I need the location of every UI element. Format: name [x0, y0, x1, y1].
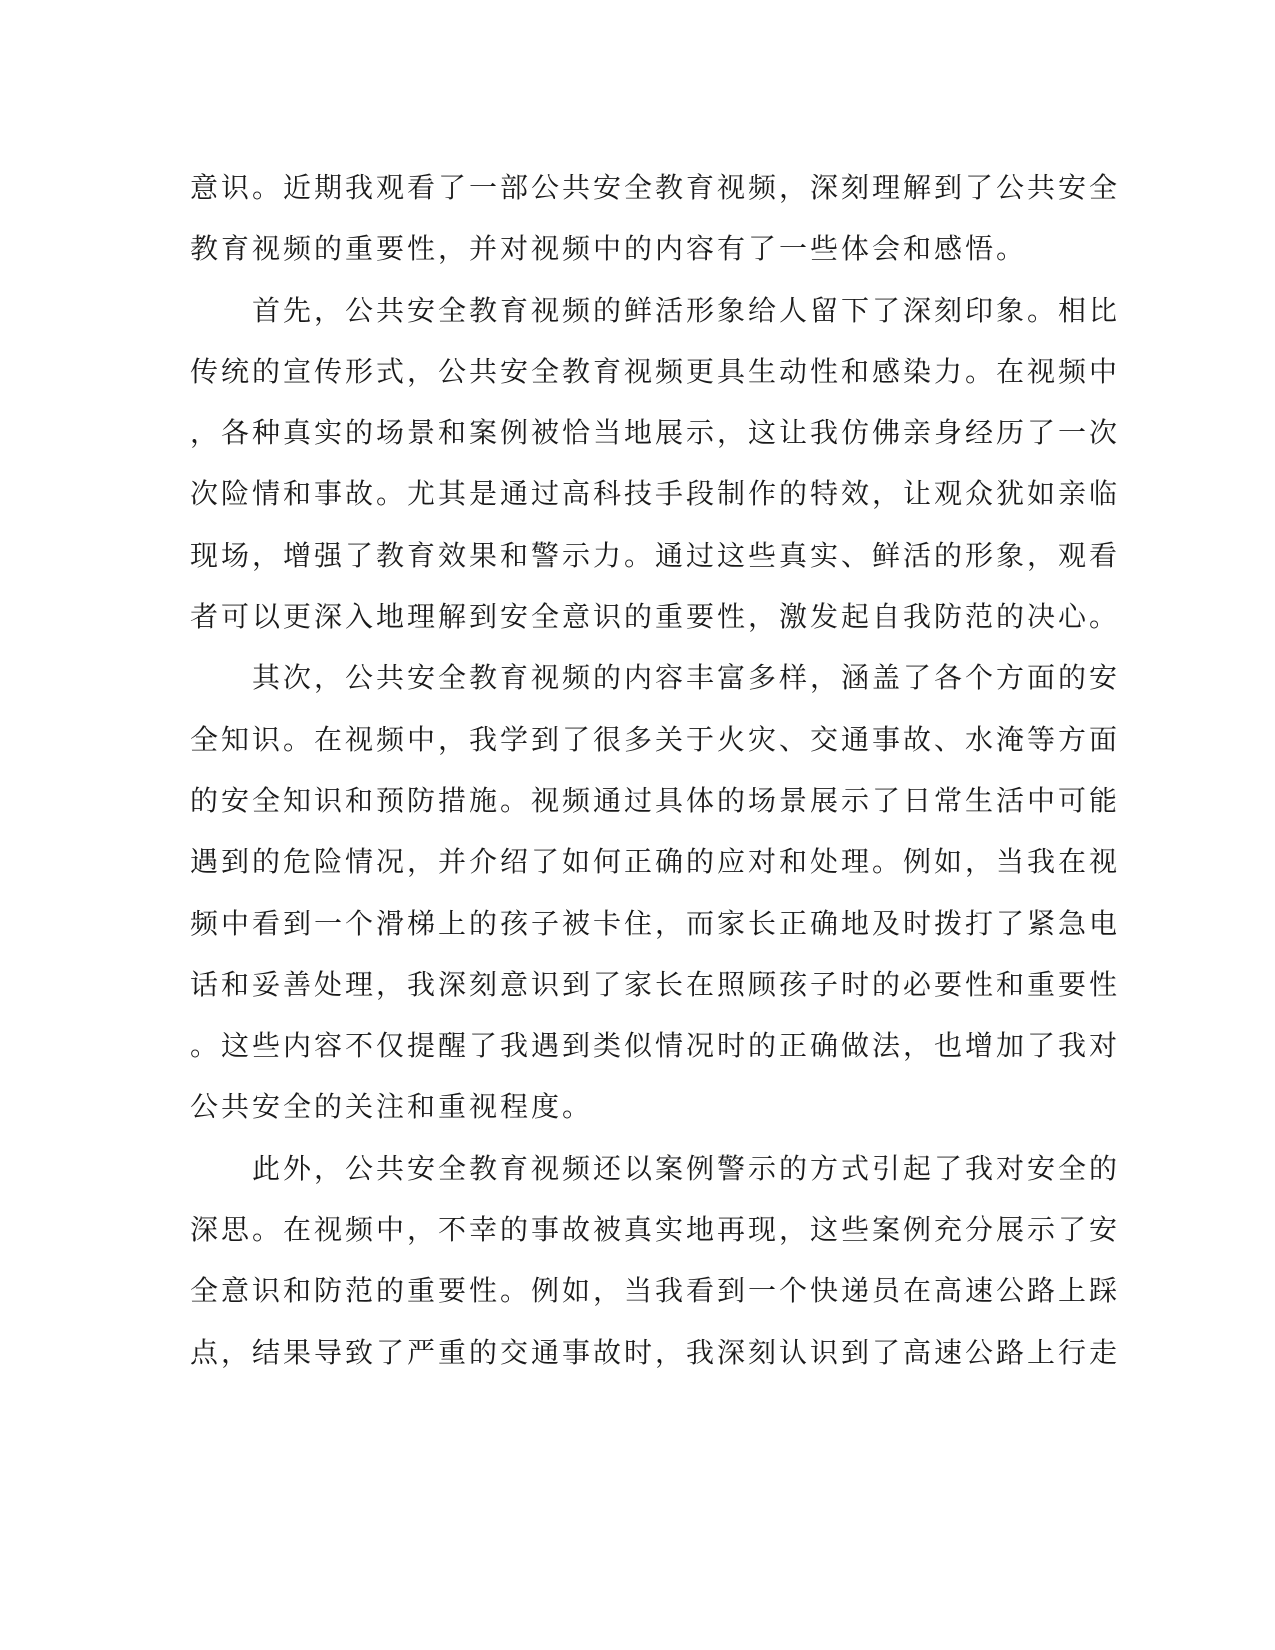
text-line: 点，结果导致了严重的交通事故时，我深刻认识到了高速公路上行走	[190, 1335, 1121, 1369]
text-line: 的安全知识和预防措施。视频通过具体的场景展示了日常生活中可能	[190, 783, 1121, 817]
text-line: 全意识和防范的重要性。例如，当我看到一个快递员在高速公路上踩	[190, 1274, 1121, 1308]
text-line: 现场，增强了教育效果和警示力。通过这些真实、鲜活的形象，观看	[190, 538, 1121, 572]
body-text	[190, 157, 1121, 1383]
text-line: 教育视频的重要性，并对视频中的内容有了一些体会和感悟。	[190, 232, 1028, 266]
text-line: 全知识。在视频中，我学到了很多关于火灾、交通事故、水淹等方面	[190, 722, 1121, 756]
text-line: 公共安全的关注和重视程度。	[190, 1090, 594, 1124]
text-line: ，各种真实的场景和案例被恰当地展示，这让我仿佛亲身经历了一次	[190, 416, 1121, 450]
text-line: 次险情和事故。尤其是通过高科技手段制作的特效，让观众犹如亲临	[190, 477, 1121, 511]
text-line: 首先，公共安全教育视频的鲜活形象给人留下了深刻印象。相比	[190, 293, 1121, 327]
text-line: 传统的宣传形式，公共安全教育视频更具生动性和感染力。在视频中	[190, 354, 1121, 388]
text-line: 频中看到一个滑梯上的孩子被卡住，而家长正确地及时拨打了紧急电	[190, 906, 1121, 940]
text-line: 意识。近期我观看了一部公共安全教育视频，深刻理解到了公共安全	[190, 171, 1121, 204]
text-line: 此外，公共安全教育视频还以案例警示的方式引起了我对安全的	[190, 1151, 1121, 1185]
text-line: 话和妥善处理，我深刻意识到了家长在照顾孩子时的必要性和重要性	[190, 967, 1121, 1001]
text-line: 其次，公共安全教育视频的内容丰富多样，涵盖了各个方面的安	[190, 661, 1121, 695]
text-line: 者可以更深入地理解到安全意识的重要性，激发起自我防范的决心。	[190, 600, 1121, 634]
text-line: 。这些内容不仅提醒了我遇到类似情况时的正确做法，也增加了我对	[190, 1029, 1121, 1063]
text-line: 遇到的危险情况，并介绍了如何正确的应对和处理。例如，当我在视	[190, 845, 1121, 879]
text-line: 深思。在视频中，不幸的事故被真实地再现，这些案例充分展示了安	[190, 1213, 1121, 1247]
